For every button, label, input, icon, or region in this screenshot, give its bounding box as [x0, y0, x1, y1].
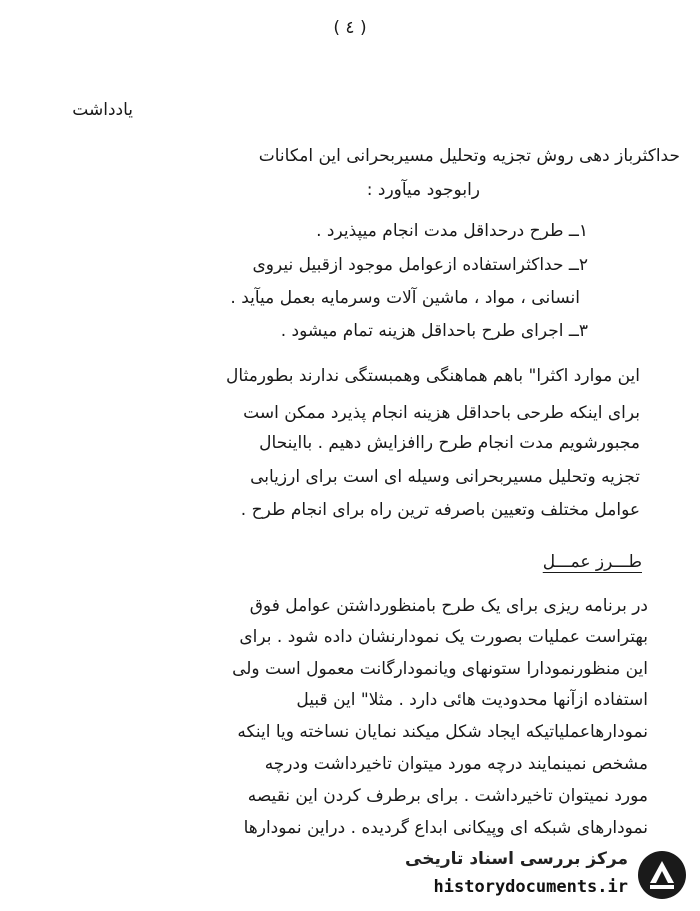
page-number: ( ٤ ) — [333, 18, 367, 38]
paragraph-line: در برنامه ریزی برای یک طرح بامنظورداشتن عوامل فوق — [249, 596, 648, 616]
intro-line: رابوجود میآورد : — [366, 180, 480, 200]
paragraph-line: برای اینکه طرحی باحداقل هزینه انجام پذیرد ممکن است — [243, 403, 640, 423]
watermark — [402, 845, 694, 905]
paragraph-line: بهتراست عملیات بصورت یک نمودارنشان داده شود . برای — [239, 627, 648, 647]
paragraph-line: استفاده ازآنها محدودیت هائی دارد . مثلا" این قبیل — [296, 690, 648, 710]
paragraph-line: نمودارهاعملیاتیکه ایجاد شکل میکند نمایان نساخته ویا اینکه — [237, 722, 648, 742]
paragraph-line: این منظورنمودارا ستونهای ویانمودارگانت معمول است ولی — [232, 659, 648, 679]
section-heading: طـــرز عمـــل — [542, 552, 642, 572]
intro-line: حداکثرباز دهی روش تجزیه وتحلیل مسیربحرانی این امکانات — [258, 146, 680, 166]
paragraph-line: این موارد اکثرا" باهم هماهنگی وهمبستگی ندارند بطورمثال — [226, 366, 640, 386]
paragraph-line: مشخص نمینمایند درچه مورد میتوان تاخیرداشت ودرچه — [264, 754, 648, 774]
paragraph-line: مورد نمیتوان تاخیرداشت . برای برطرف کردن این نقیصه — [247, 786, 648, 806]
paragraph-line: تجزیه وتحلیل مسیربحرانی وسیله ای است برای ارزیابی — [250, 467, 640, 487]
list-item: انسانی ، مواد ، ماشین آلات وسرمایه بعمل میآید . — [230, 288, 580, 308]
list-item: ۱ــ طرح درحداقل مدت انجام میپذیرد . — [316, 221, 588, 241]
list-item: ۳ــ اجرای طرح باحداقل هزینه تمام میشود . — [280, 321, 588, 341]
paragraph-line: مجبورشویم مدت انجام طرح راافزایش دهیم . بااینحال — [259, 433, 640, 453]
watermark-url: historydocuments.ir — [433, 877, 628, 897]
watermark-title: مرکز بررسی اسناد تاریخی — [405, 849, 628, 869]
list-item: ۲ــ حداکثراستفاده ازعوامل موجود ازقبیل نیروی — [252, 255, 588, 275]
side-heading: یادداشت — [72, 100, 133, 120]
paragraph-line: نمودارهای شبکه ای وپیکانی ابداع گردیده . دراین نمودارها — [243, 818, 648, 838]
document-seal-icon — [636, 849, 688, 901]
paragraph-line: عوامل مختلف وتعیین باصرفه ترین راه برای انجام طرح . — [240, 500, 640, 520]
